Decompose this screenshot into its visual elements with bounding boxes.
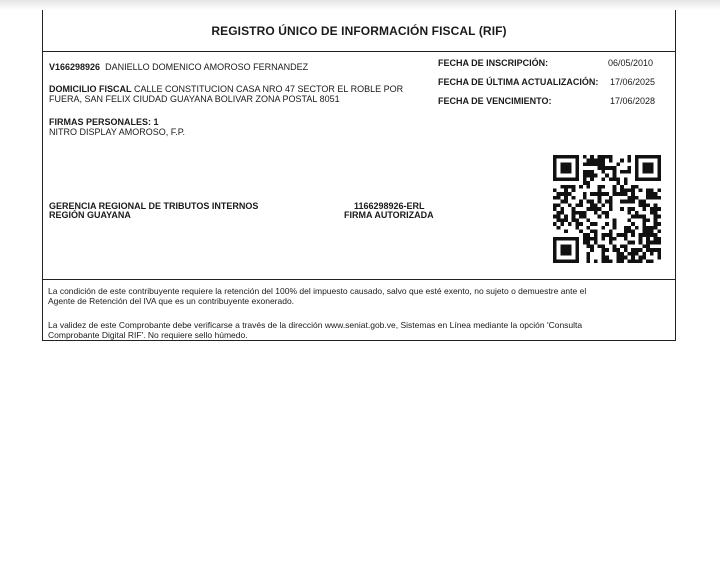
- domicilio-label: DOMICILIO FISCAL: [49, 84, 132, 94]
- domicilio-line-1: [49, 84, 403, 94]
- gerencia-line-2: REGIÓN GUAYANA: [49, 210, 131, 220]
- firma-label: FIRMA AUTORIZADA: [344, 210, 434, 220]
- qr-code-icon: [553, 155, 661, 263]
- document-title: REGISTRO ÚNICO DE INFORMACIÓN FISCAL (RIF): [43, 10, 675, 52]
- vencimiento-value: 17/06/2028: [610, 96, 656, 106]
- footer-divider: [43, 279, 675, 280]
- firma-code: 1166298926-ERL: [354, 201, 425, 211]
- retention-note-line-2: Agente de Retención del IVA que es un contribuyente exonerado.: [48, 296, 295, 306]
- vencimiento-label: FECHA DE VENCIMIENTO:: [438, 96, 552, 106]
- page-top-shadow: [0, 0, 720, 10]
- retention-note: [48, 286, 673, 306]
- validity-note-line-2: Comprobante Digital RIF'. No requiere sello húmedo.: [48, 330, 248, 340]
- firmas-label: FIRMAS PERSONALES: 1: [49, 117, 159, 127]
- taxpayer-name: DANIELLO DOMENICO AMOROSO FERNANDEZ: [105, 62, 309, 72]
- taxpayer-line: [49, 62, 308, 72]
- retention-note-line-1: La condición de este contribuyente requiere la retención del 100% del impuesto causado, salvo que esté exento, no sujeto o demuestre ante el: [48, 286, 587, 296]
- domicilio-value-2: FUERA, SAN FELIX CIUDAD GUAYANA BOLIVAR ZONA POSTAL 8051: [49, 94, 340, 104]
- rif-number: V166298926: [49, 62, 101, 72]
- domicilio-value-1: CALLE CONSTITUCION CASA NRO 47 SECTOR EL ROBLE POR: [134, 84, 404, 94]
- inscripcion-value: 06/05/2010: [608, 58, 654, 68]
- rif-document: [42, 10, 676, 341]
- gerencia-line-1: GERENCIA REGIONAL DE TRIBUTOS INTERNOS: [49, 201, 259, 211]
- inscripcion-label: FECHA DE INSCRIPCIÓN:: [438, 58, 549, 68]
- firmas-value: NITRO DISPLAY AMOROSO, F.P.: [49, 127, 186, 137]
- validity-note-line-1: La validez de este Comprobante debe verificarse a través de la dirección www.seniat.gob.ve, Sistemas en Línea mediante la opción 'Consulta: [48, 320, 583, 330]
- validity-note: [48, 320, 673, 340]
- actualizacion-value: 17/06/2025: [610, 77, 656, 87]
- actualizacion-label: FECHA DE ÚLTIMA ACTUALIZACIÓN:: [438, 77, 599, 87]
